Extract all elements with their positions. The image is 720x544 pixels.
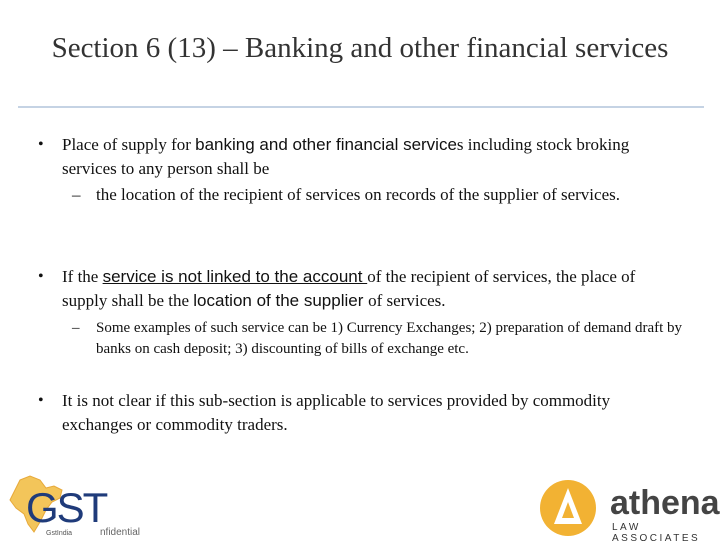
bullet-text-part: If the [62,267,103,286]
athena-triangle-icon [538,478,608,540]
sub-bullet-text: Some examples of such service can be 1) Currency Exchanges; 2) preparation of demand draft by banks on cash deposit; 3) discounting of bills of exchange etc. [96,320,683,357]
athena-logo-name: athena [610,484,720,522]
sub-bullet-marker: – [72,185,81,204]
bullet-text [40,265,680,313]
bullet-text-part: Place of supply for [62,135,196,154]
athena-triangle-logo-icon [538,478,720,544]
bullet-text-emphasis: service is not linked to the account [102,267,368,286]
sub-bullet-text: the location of the recipient of services on records of the supplier of services. [96,185,620,204]
bullet-text [40,133,680,181]
sub-bullet-item [74,183,684,207]
bullet-marker: • [38,136,44,153]
bullet-text-part: of services. [368,291,446,310]
bullet-text-emphasis: banking and other financial service [195,135,457,154]
gst-logo-word: GST [26,484,107,531]
slide-title: Section 6 (13) – Banking and other financial services [51,32,669,64]
sub-bullet-item [74,318,684,360]
bullet-text: It is not clear if this sub-section is applicable to services provided by commodity exchanges or commodity traders. [62,391,611,434]
gst-india-map-logo-icon [6,474,106,538]
bullet-text-part: of the recipient of services, the place of supply shall be the [62,267,636,310]
confidential-label: nfidential [100,527,141,538]
gst-logo-subtitle: GstIndia [46,530,73,537]
bullet-item [40,265,680,313]
bullet-marker: • [38,392,44,409]
athena-logo-tagline: LAW ASSOCIATES [612,522,701,544]
slide-footer [0,470,720,544]
bullet-text-emphasis: location of the supplier [193,291,369,310]
sub-bullet-marker: – [72,320,80,336]
bullet-marker: • [38,268,44,285]
bullet-item [40,389,680,437]
bullet-text-part: s including stock broking services to any person shall be [62,135,630,178]
bullet-item [40,133,680,181]
